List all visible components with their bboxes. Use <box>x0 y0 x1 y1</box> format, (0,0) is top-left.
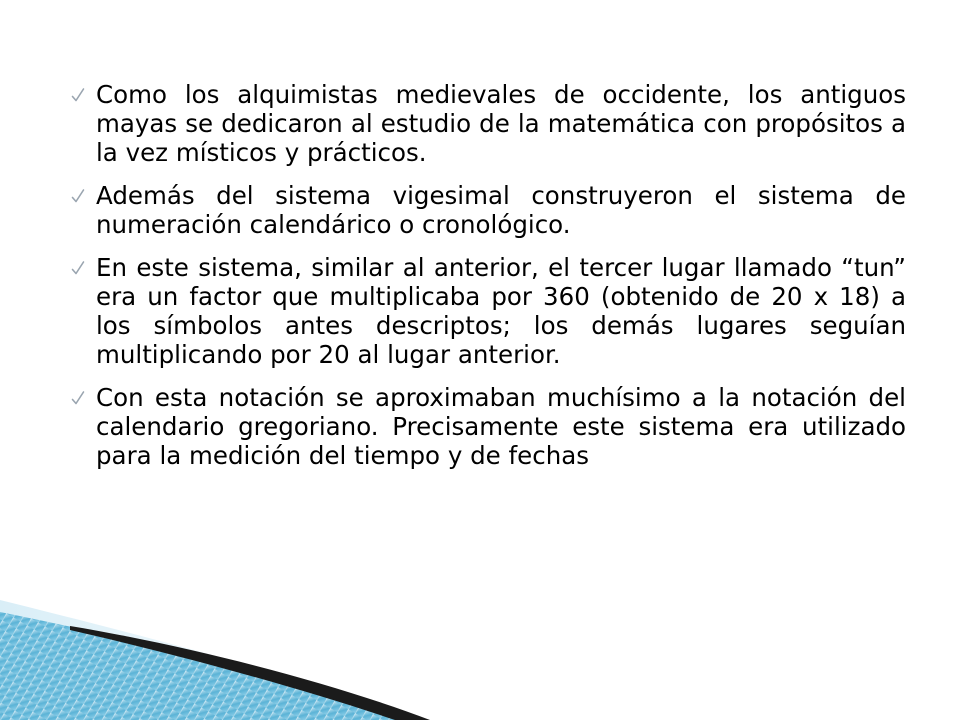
check-icon <box>71 389 85 407</box>
check-icon <box>71 187 85 205</box>
check-icon <box>71 86 85 104</box>
bullet-text: Como los alquimistas medievales de occidente, los antiguos mayas se dedicaron al estudio de la matemática con propósitos a la vez místicos y prácticos. <box>96 80 906 167</box>
swoosh-light-band <box>0 600 430 720</box>
bullet-text: Además del sistema vigesimal construyeron el sistema de numeración calendárico o cronológico. <box>96 181 906 239</box>
check-icon <box>71 259 85 277</box>
bullet-item <box>66 253 906 369</box>
swoosh-blue-band <box>0 612 420 720</box>
bullet-text: En este sistema, similar al anterior, el tercer lugar llamado “tun” era un factor que multiplicaba por 360 (obtenido de 20 x 18) a los símbolos antes descriptos; los demás lugares seguían multiplicando por 20 al lugar anterior. <box>96 253 906 369</box>
bullet-item <box>66 80 906 167</box>
bullet-list <box>66 80 906 484</box>
swoosh-dark-band <box>70 626 430 720</box>
bullet-item <box>66 383 906 470</box>
bullet-text: Con esta notación se aproximaban muchísimo a la notación del calendario gregoriano. Precisamente este sistema era utilizado para la medición del tiempo y de fechas <box>96 383 906 470</box>
bullet-item <box>66 181 906 239</box>
